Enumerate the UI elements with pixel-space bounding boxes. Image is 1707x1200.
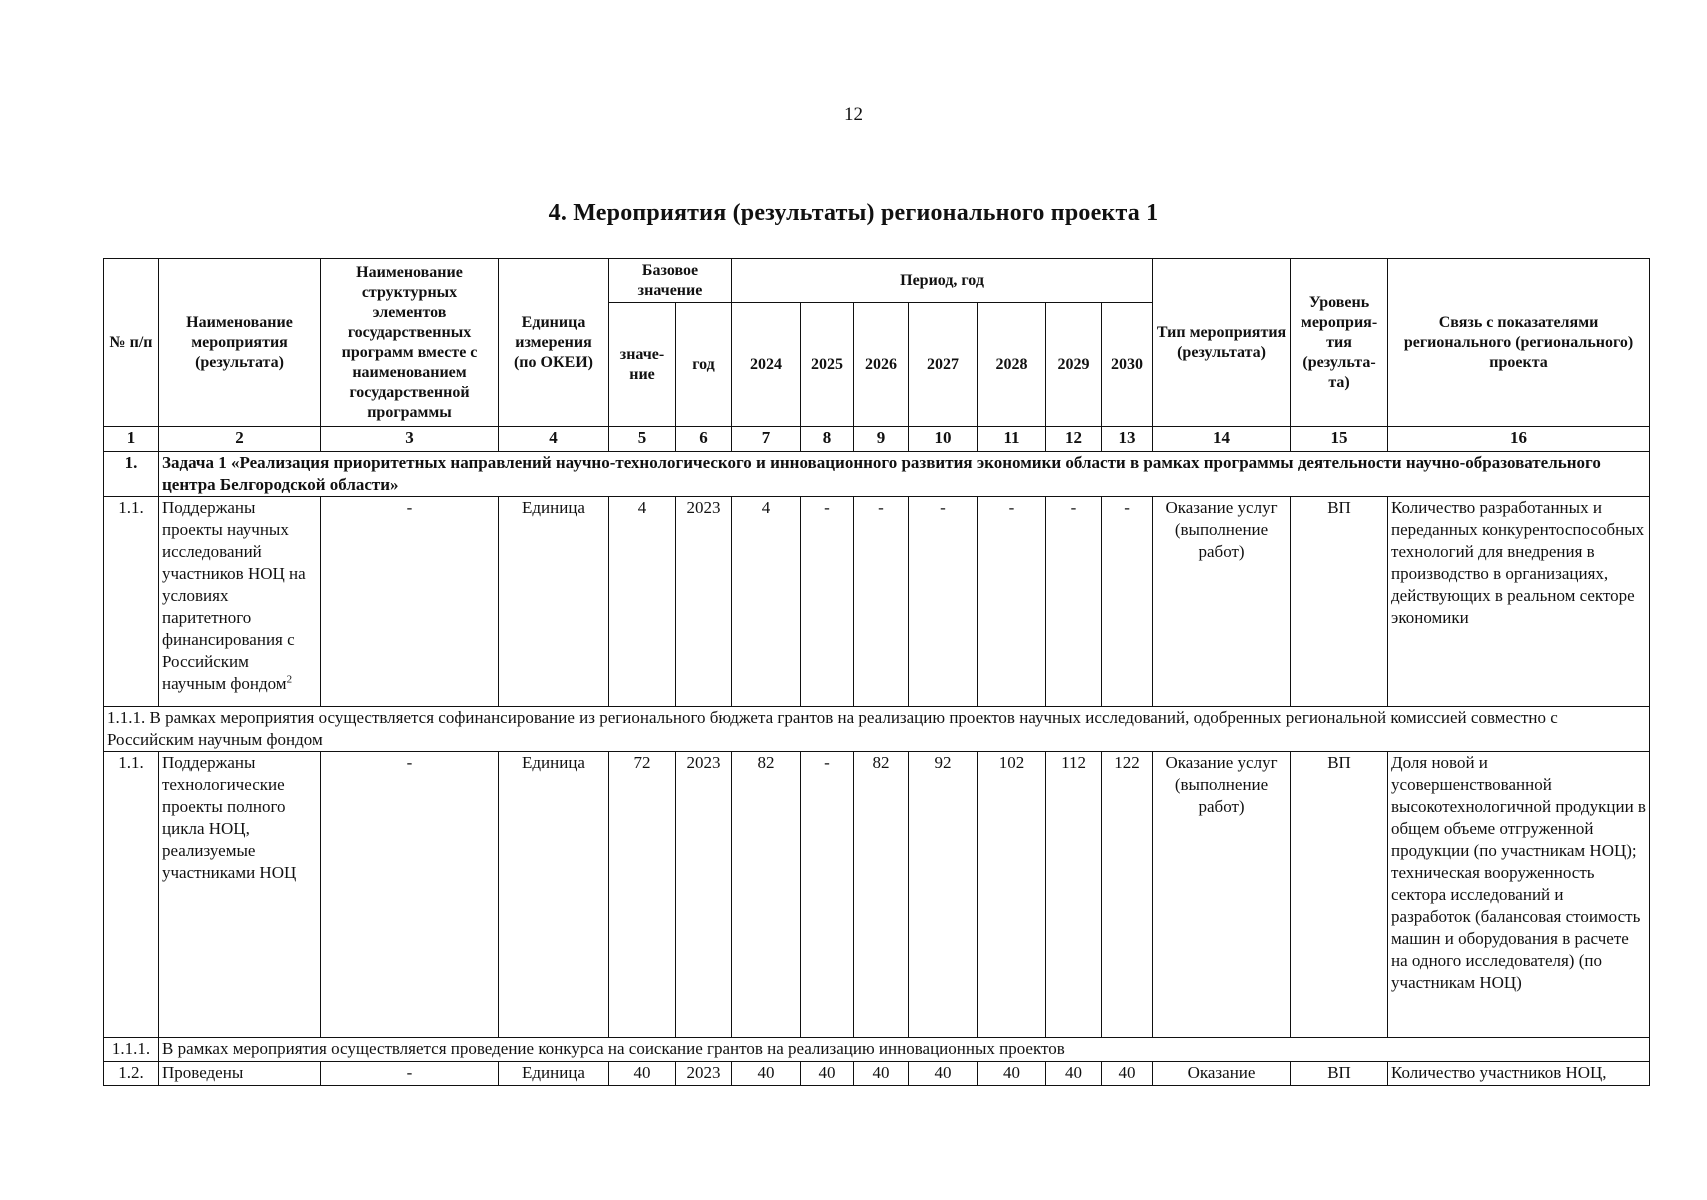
column-number: 8 bbox=[801, 427, 854, 452]
row-value-2026: 40 bbox=[854, 1062, 909, 1086]
row-level: ВП bbox=[1291, 497, 1388, 707]
header-year-2028: 2028 bbox=[978, 303, 1046, 427]
column-number: 12 bbox=[1046, 427, 1102, 452]
task-text: Задача 1 «Реализация приоритетных направлений научно-технологического и инновационного развития экономики области в рамках программы деятельности научно-образовательного центра Белгородской области» bbox=[159, 452, 1650, 497]
row-structural: - bbox=[321, 1062, 499, 1086]
header-year-2024: 2024 bbox=[732, 303, 801, 427]
row-value-2028: 40 bbox=[978, 1062, 1046, 1086]
header-base-group: Базовое значение bbox=[609, 259, 732, 303]
row-level: ВП bbox=[1291, 1062, 1388, 1086]
row-unit: Единица bbox=[499, 497, 609, 707]
column-number: 13 bbox=[1102, 427, 1153, 452]
row-base-value: 4 bbox=[609, 497, 676, 707]
column-number: 3 bbox=[321, 427, 499, 452]
column-number-row bbox=[104, 427, 1650, 452]
page-number: 12 bbox=[844, 104, 863, 125]
row-value-2025: - bbox=[801, 752, 854, 1038]
column-number: 2 bbox=[159, 427, 321, 452]
column-number: 7 bbox=[732, 427, 801, 452]
row-name bbox=[159, 497, 321, 707]
row-value-2024: 82 bbox=[732, 752, 801, 1038]
row-unit: Единица bbox=[499, 1062, 609, 1086]
header-year-2026: 2026 bbox=[854, 303, 909, 427]
header-name: Наименование мероприятия (результата) bbox=[159, 259, 321, 427]
column-number: 14 bbox=[1153, 427, 1291, 452]
row-link: Количество участников НОЦ, bbox=[1388, 1062, 1650, 1086]
row-unit: Единица bbox=[499, 752, 609, 1038]
row-number: 1.2. bbox=[104, 1062, 159, 1086]
row-value-2026: 82 bbox=[854, 752, 909, 1038]
footnote-mark: 2 bbox=[286, 673, 293, 686]
row-type: Оказание услуг (выполнение работ) bbox=[1153, 497, 1291, 707]
table-row bbox=[104, 752, 1650, 1038]
row-value-2030: 40 bbox=[1102, 1062, 1153, 1086]
row-value-2028: - bbox=[978, 497, 1046, 707]
header-period-group: Период, год bbox=[732, 259, 1153, 303]
note-text: 1.1.1. В рамках мероприятия осуществляется софинансирование из регионального бюджета грантов на реализацию проектов научных исследований, одобренных региональной комиссией совместно с Российским научным фондом bbox=[104, 707, 1650, 752]
column-number: 15 bbox=[1291, 427, 1388, 452]
table-row bbox=[104, 497, 1650, 707]
column-number: 6 bbox=[676, 427, 732, 452]
header-base-year: год bbox=[676, 303, 732, 427]
row-link: Количество разработанных и переданных конкурентоспособных технологий для внедрения в производство в организациях, действующих в реальном секторе экономики bbox=[1388, 497, 1650, 707]
row-structural: - bbox=[321, 497, 499, 707]
row-number: 1.1. bbox=[104, 497, 159, 707]
note-number: 1.1.1. bbox=[104, 1038, 159, 1062]
column-number: 11 bbox=[978, 427, 1046, 452]
header-type: Тип мероприятия (результата) bbox=[1153, 259, 1291, 427]
column-number: 9 bbox=[854, 427, 909, 452]
row-value-2026: - bbox=[854, 497, 909, 707]
column-number: 5 bbox=[609, 427, 676, 452]
task-row bbox=[104, 452, 1650, 497]
task-number: 1. bbox=[104, 452, 159, 497]
row-name: Поддержаны технологические проекты полного цикла НОЦ, реализуемые участниками НОЦ bbox=[159, 752, 321, 1038]
row-value-2030: - bbox=[1102, 497, 1153, 707]
note-row bbox=[104, 707, 1650, 752]
row-value-2027: 40 bbox=[909, 1062, 978, 1086]
column-number: 1 bbox=[104, 427, 159, 452]
header-link: Связь с показателями регионального (регионального) проекта bbox=[1388, 259, 1650, 427]
row-value-2027: - bbox=[909, 497, 978, 707]
row-value-2027: 92 bbox=[909, 752, 978, 1038]
row-type: Оказание услуг (выполнение работ) bbox=[1153, 752, 1291, 1038]
row-base-year: 2023 bbox=[676, 1062, 732, 1086]
column-number: 4 bbox=[499, 427, 609, 452]
header-num: № п/п bbox=[104, 259, 159, 427]
header-year-2025: 2025 bbox=[801, 303, 854, 427]
header-base-value: значе-ние bbox=[609, 303, 676, 427]
row-name-text: Поддержаны проекты научных исследований участников НОЦ на условиях паритетного финансирования с Российским научным фондом bbox=[162, 498, 306, 693]
header-unit: Единица измерения (по ОКЕИ) bbox=[499, 259, 609, 427]
header-structural: Наименование структурных элементов государственных программ вместе с наименованием государственной программы bbox=[321, 259, 499, 427]
column-number: 16 bbox=[1388, 427, 1650, 452]
table-row bbox=[104, 1062, 1650, 1086]
row-number: 1.1. bbox=[104, 752, 159, 1038]
row-structural: - bbox=[321, 752, 499, 1038]
row-value-2029: 112 bbox=[1046, 752, 1102, 1038]
header-level: Уровень мероприя-тия (результа-та) bbox=[1291, 259, 1388, 427]
row-base-year: 2023 bbox=[676, 497, 732, 707]
row-level: ВП bbox=[1291, 752, 1388, 1038]
header-year-2030: 2030 bbox=[1102, 303, 1153, 427]
document-title: 4. Мероприятия (результаты) регионального проекта 1 bbox=[548, 200, 1159, 226]
row-value-2029: 40 bbox=[1046, 1062, 1102, 1086]
row-value-2029: - bbox=[1046, 497, 1102, 707]
note-text: В рамках мероприятия осуществляется проведение конкурса на соискание грантов на реализацию инновационных проектов bbox=[159, 1038, 1650, 1062]
header-year-2027: 2027 bbox=[909, 303, 978, 427]
row-name: Проведены bbox=[159, 1062, 321, 1086]
row-type: Оказание bbox=[1153, 1062, 1291, 1086]
row-value-2024: 4 bbox=[732, 497, 801, 707]
row-base-value: 40 bbox=[609, 1062, 676, 1086]
row-value-2024: 40 bbox=[732, 1062, 801, 1086]
row-link: Доля новой и усовершенствованной высокотехнологичной продукции в общем объеме отгруженной продукции (по участникам НОЦ); техническая вооруженность сектора исследований и разработок (балансовая стоимость машин и оборудования в расчете на одного исследователя) (по участникам НОЦ) bbox=[1388, 752, 1650, 1038]
note-row bbox=[104, 1038, 1650, 1062]
events-table bbox=[103, 258, 1650, 1086]
row-value-2030: 122 bbox=[1102, 752, 1153, 1038]
row-value-2025: - bbox=[801, 497, 854, 707]
header-year-2029: 2029 bbox=[1046, 303, 1102, 427]
column-number: 10 bbox=[909, 427, 978, 452]
row-base-year: 2023 bbox=[676, 752, 732, 1038]
row-base-value: 72 bbox=[609, 752, 676, 1038]
row-value-2025: 40 bbox=[801, 1062, 854, 1086]
row-value-2028: 102 bbox=[978, 752, 1046, 1038]
